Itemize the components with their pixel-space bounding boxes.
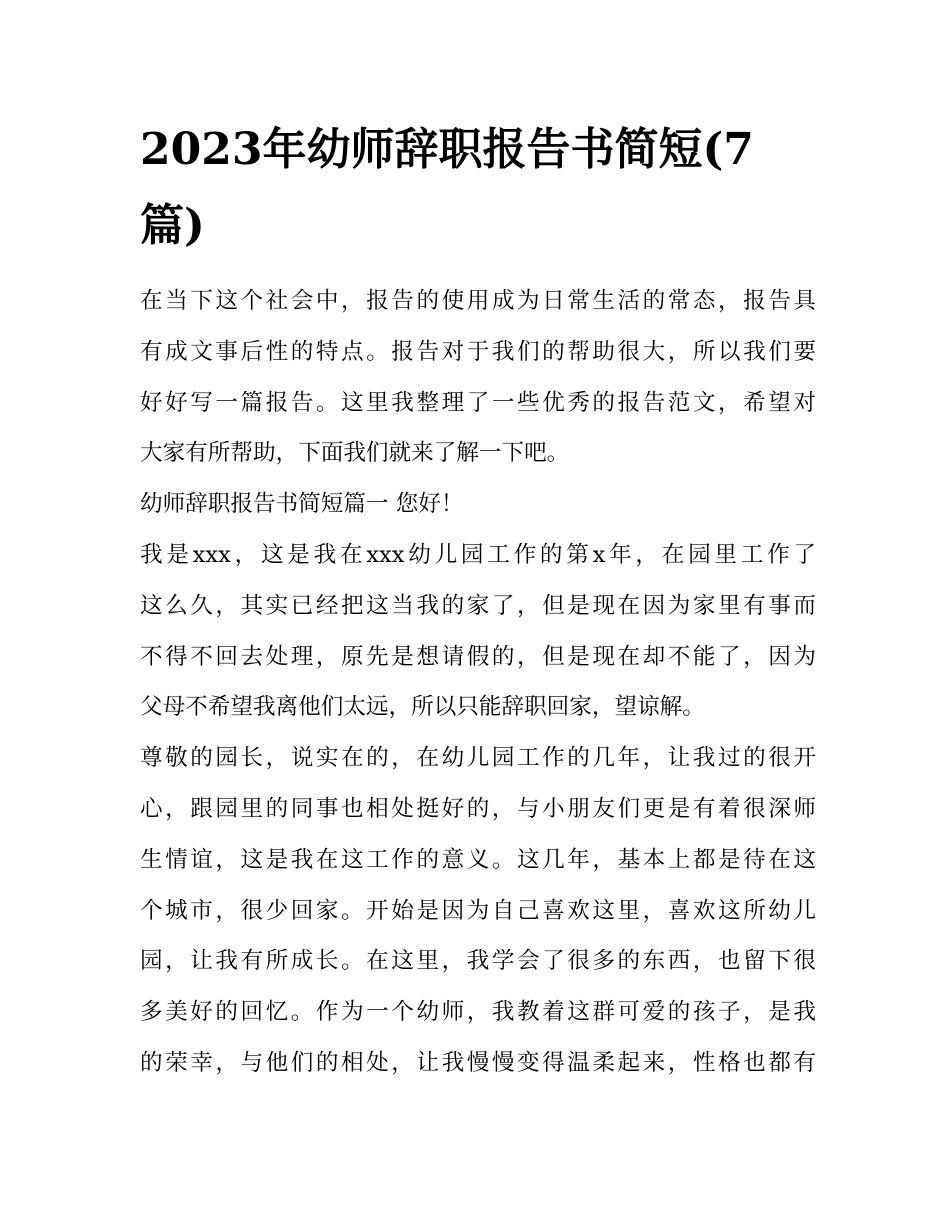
paragraph-line: 父母不希望我离他们太远，所以只能辞职回家，望谅解。 (140, 694, 705, 721)
paragraph-line: 园，让我有所成长。在这里，我学会了很多的东西，也留下很 (140, 948, 816, 975)
paragraph-line: 在当下这个社会中，报告的使用成为日常生活的常态，报告具 (140, 288, 816, 314)
paragraph-line: 尊敬的园长，说实在的，在幼儿园工作的几年，让我过的很开 (140, 745, 816, 772)
paragraph-line: 不得不回去处理，原先是想请假的，但是现在却不能了，因为 (140, 643, 816, 670)
paragraph-line: 的荣幸，与他们的相处，让我慢慢变得温柔起来，性格也都有 (140, 1049, 816, 1076)
paragraph-line: 这么久，其实已经把这当我的家了，但是现在因为家里有事而 (140, 592, 816, 619)
paragraph-line: 有成文事后性的特点。报告对于我们的帮助很大，所以我们要 (140, 338, 816, 365)
document-title (140, 112, 820, 264)
paragraph-line: 幼师辞职报告书简短篇一 您好！ (140, 491, 464, 518)
paragraph-line: 个城市，很少回家。开始是因为自己喜欢这里，喜欢这所幼儿 (140, 897, 816, 924)
paragraph-line: 生情谊，这是我在这工作的意义。这几年，基本上都是待在这 (140, 846, 816, 873)
paragraph-line: 大家有所帮助，下面我们就来了解一下吧。 (140, 440, 570, 467)
paragraph-line: 多美好的回忆。作为一个幼师，我教着这群可爱的孩子，是我 (140, 999, 816, 1026)
paragraph-line: 好好写一篇报告。这里我整理了一些优秀的报告范文，希望对 (140, 389, 816, 416)
title-line: 2023年幼师辞职报告书简短(7 (140, 124, 754, 175)
paragraph-line: 我是xxx，这是我在xxx幼儿园工作的第x年，在园里工作了 (140, 541, 816, 568)
title-line: 篇) (140, 200, 205, 251)
document-body (140, 276, 816, 1089)
paragraph-line: 心，跟园里的同事也相处挺好的，与小朋友们更是有着很深师 (140, 795, 816, 822)
